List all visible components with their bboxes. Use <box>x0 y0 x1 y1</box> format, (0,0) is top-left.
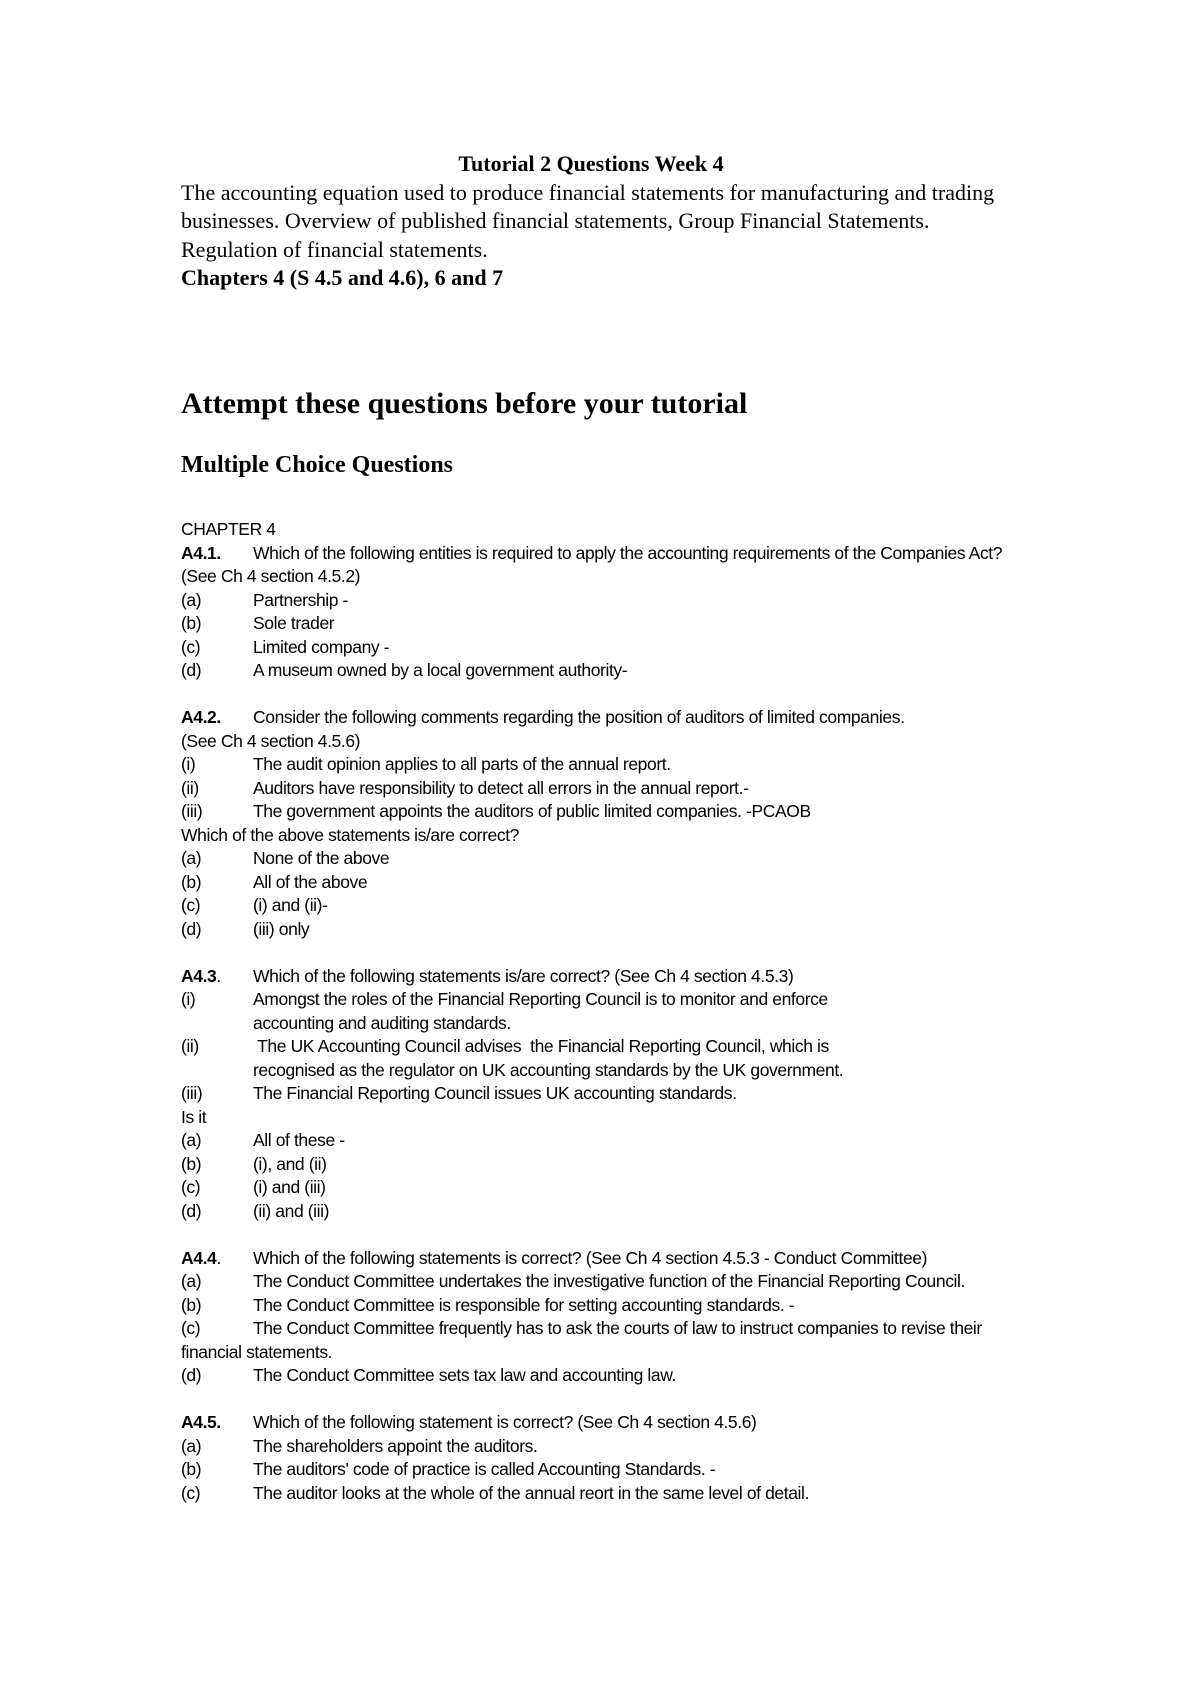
question-text-cont: (See Ch 4 section 4.5.6) <box>181 730 361 751</box>
question-number: A4.3 <box>181 965 217 986</box>
question-text: Which of the following statements is correct? (See Ch 4 section 4.5.3 - Conduct Committee) <box>253 1247 928 1268</box>
option-c: (c) Limited company - <box>181 636 390 657</box>
question-text: Consider the following comments regarding the position of auditors of limited companies. <box>253 707 905 727</box>
statement-i: (i) The audit opinion applies to all parts of the annual report. <box>181 754 671 774</box>
option-c: (c) The auditor looks at the whole of the annual reort in the same level of detail. <box>181 1482 809 1503</box>
spacer <box>181 1388 1031 1412</box>
statement-i: (i) Amongst the roles of the Financial Reporting Council is to monitor and enforce <box>181 989 828 1009</box>
option-b: (b) The Conduct Committee is responsible for setting accounting standards. - <box>181 1294 795 1315</box>
option-d: (d) (iii) only <box>181 918 310 939</box>
chapters-text: Chapters 4 (S 4.5 and 4.6), 6 and 7 <box>181 265 504 290</box>
option-c: (c) The Conduct Committee frequently has to ask the courts of law to instruct companies to revise their financial statements. <box>181 1318 982 1362</box>
option-b: (b) The auditors' code of practice is called Accounting Standards. - <box>181 1459 716 1479</box>
question-a4-1 <box>181 542 1031 589</box>
option-d: (d) A museum owned by a local government authority- <box>181 660 628 680</box>
statement-ii: (ii) Auditors have responsibility to detect all errors in the annual report.- <box>181 777 749 798</box>
option-a: (a) Partnership - <box>181 589 348 610</box>
question-a4-4: A4.4. Which of the following statements is correct? (See Ch 4 section 4.5.3 - Conduct Committee) <box>181 1247 928 1268</box>
questions-section <box>181 518 1031 1505</box>
question-number: A4.2. <box>181 707 221 727</box>
intro-text: The accounting equation used to produce financial statements for manufacturing and trading businesses. Overview of published financial statements, Group Financial Statements. <box>181 179 995 233</box>
statement-iii: (iii) The government appoints the auditors of public limited companies. -PCAOB <box>181 801 811 821</box>
question-text: Which of the following statements is/are correct? (See Ch 4 section 4.5.3) <box>253 965 794 986</box>
option-b: (b) Sole trader <box>181 613 335 633</box>
mcq-heading: Multiple Choice Questions <box>181 452 454 478</box>
statement-ii-cont: recognised as the regulator on UK accounting standards by the UK government. <box>253 1059 844 1080</box>
option-a: (a) The Conduct Committee undertakes the investigative function of the Financial Reporting Council. <box>181 1271 965 1291</box>
question-prompt: Which of the above statements is/are correct? <box>181 824 519 845</box>
chapter-label: CHAPTER 4 <box>181 519 276 539</box>
option-d: (d) (ii) and (iii) <box>181 1200 330 1221</box>
statement-iii: (iii) The Financial Reporting Council issues UK accounting standards. <box>181 1083 737 1103</box>
option-d: (d) The Conduct Committee sets tax law and accounting law. <box>181 1365 676 1385</box>
statement-i-cont: accounting and auditing standards. <box>253 1012 511 1033</box>
question-number: A4.5. <box>181 1412 221 1432</box>
spacer <box>181 941 1031 965</box>
question-number: A4.4 <box>181 1247 217 1268</box>
option-b: (b) (i), and (ii) <box>181 1153 327 1174</box>
question-text: Which of the following statement is correct? (See Ch 4 section 4.5.6) <box>253 1412 757 1432</box>
question-a4-5 <box>181 1411 1031 1435</box>
question-number: A4.1. <box>181 542 221 563</box>
spacer <box>181 1223 1031 1247</box>
spacer <box>181 683 1031 707</box>
question-prompt: Is it <box>181 1106 207 1127</box>
option-c: (c) (i) and (ii)- <box>181 895 328 915</box>
document-title: Tutorial 2 Questions Week 4 <box>458 151 724 176</box>
option-a: (a) All of these - <box>181 1130 345 1150</box>
option-a: (a) The shareholders appoint the auditors. <box>181 1435 538 1456</box>
regulation-text: Regulation of financial statements. <box>181 236 488 262</box>
option-b: (b) All of the above <box>181 871 368 892</box>
question-a4-3: A4.3. Which of the following statements is/are correct? (See Ch 4 section 4.5.3) <box>181 965 794 986</box>
question-text: Which of the following entities is required to apply the accounting requirements of the Companies Act? (See Ch 4 section 4.5.2) <box>181 542 1003 586</box>
statement-ii: (ii) The UK Accounting Council advises the Financial Reporting Council, which is <box>181 1036 829 1056</box>
option-a: (a) None of the above <box>181 848 390 868</box>
document-header <box>181 150 1021 293</box>
attempt-heading: Attempt these questions before your tutorial <box>181 387 748 420</box>
option-c: (c) (i) and (iii) <box>181 1177 326 1197</box>
question-a4-2 <box>181 706 1031 730</box>
